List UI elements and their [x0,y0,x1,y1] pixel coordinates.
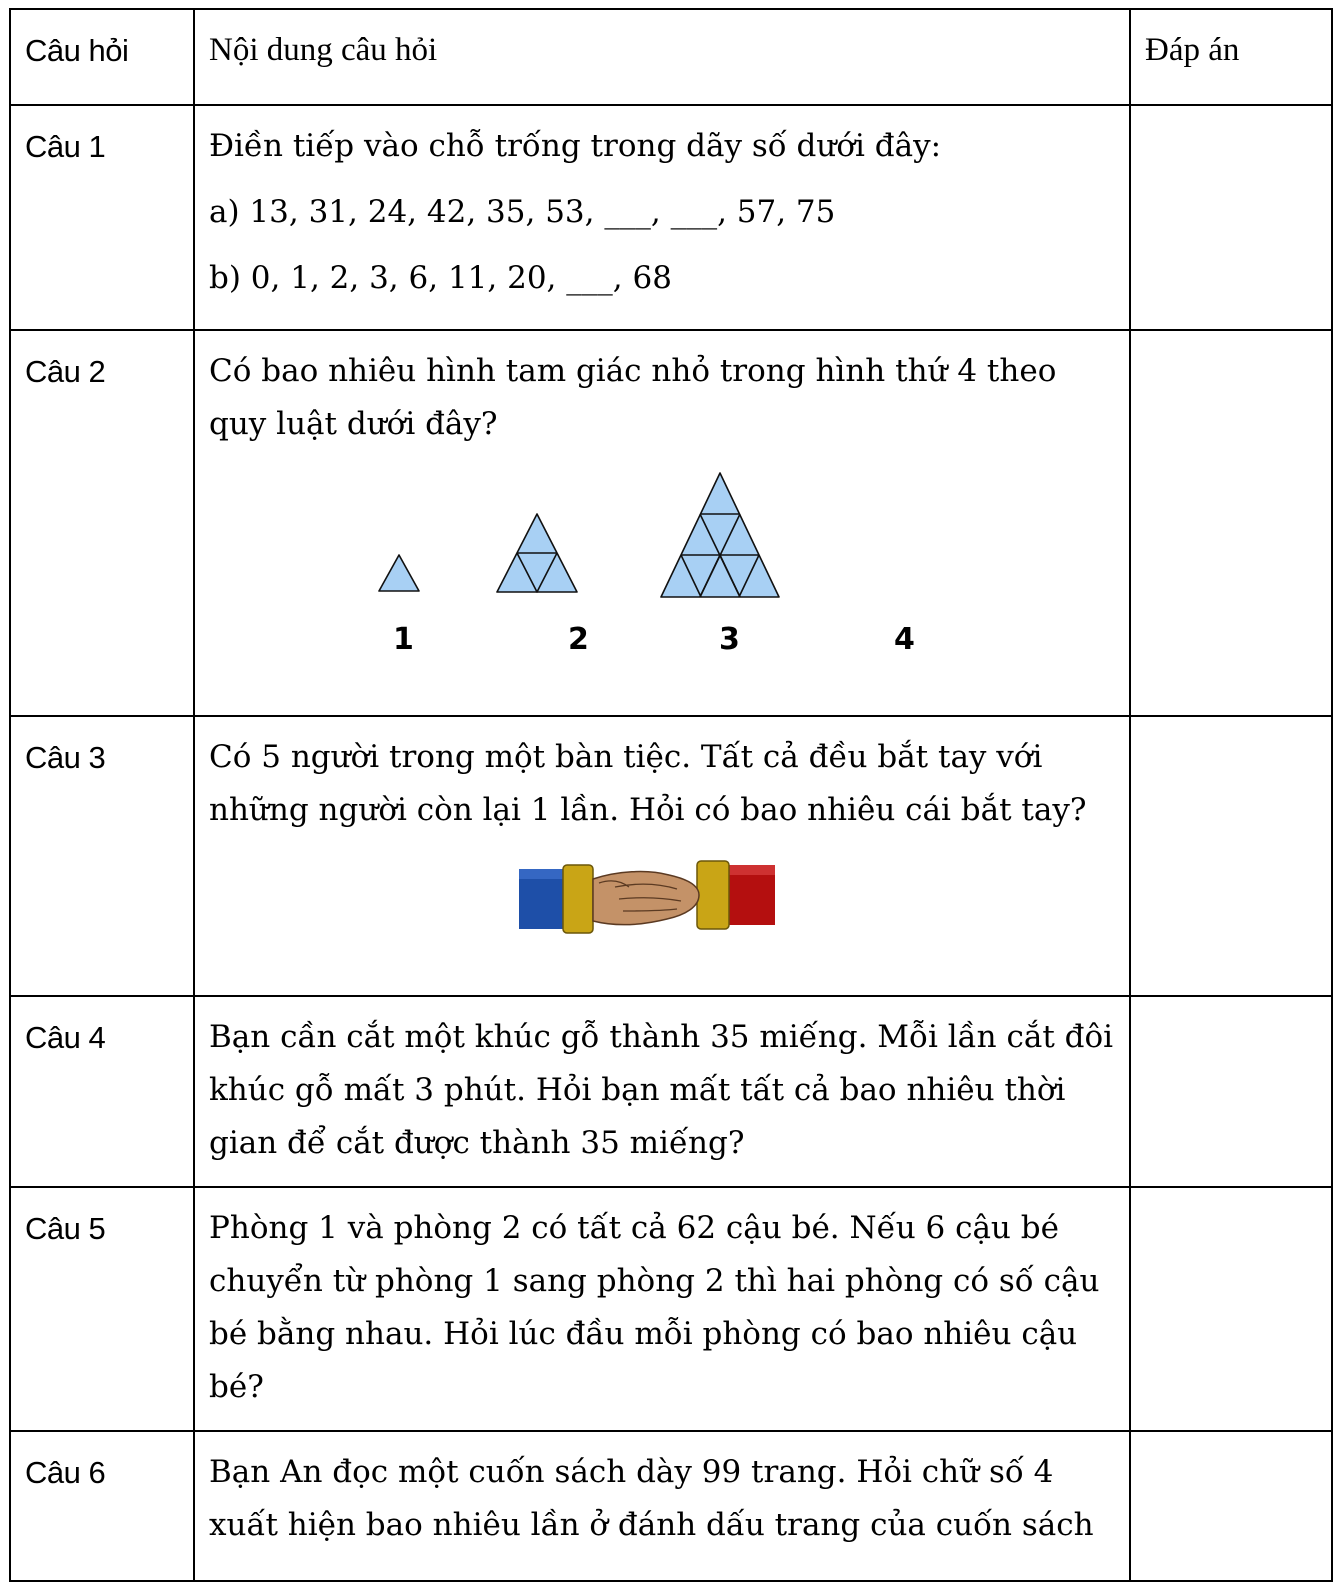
question-content [194,716,1130,996]
question-line: Điền tiếp vào chỗ trống trong dãy số dưới đây: [209,128,942,164]
question-label: Câu 2 [10,330,194,716]
question-text: Có 5 người trong một bàn tiệc. Tất cả đều bắt tay với những người còn lại 1 lần. Hỏi có bao nhiêu cái bắt tay? [209,739,1087,828]
question-table [9,8,1333,1582]
figure-label-4: 4 [894,622,915,657]
question-label: Câu 1 [10,105,194,330]
question-text: Phòng 1 và phòng 2 có tất cả 62 cậu bé. Nếu 6 cậu bé chuyển từ phòng 1 sang phòng 2 thì hai phòng có số cậu bé bằng nhau. Hỏi lúc đầu mỗi phòng có bao nhiêu cậu bé? [209,1210,1100,1405]
question-content [194,330,1130,716]
answer-cell[interactable] [1130,1187,1332,1431]
question-content [194,1431,1130,1581]
question-text: Bạn An đọc một cuốn sách dày 99 trang. Hỏi chữ số 4 xuất hiện bao nhiêu lần ở đánh dấu trang của cuốn sách [209,1454,1094,1543]
question-row-4 [10,996,1332,1187]
triangle-1 [379,555,419,591]
figure-label-2: 2 [568,622,589,657]
question-content [194,996,1130,1187]
handshake-figure [209,837,1117,977]
question-row-5 [10,1187,1332,1431]
triangle-3-outline [661,473,779,597]
question-text: Có bao nhiêu hình tam giác nhỏ trong hình thứ 4 theo quy luật dưới đây? [209,353,1057,442]
figure-label-1: 1 [393,622,414,657]
header-answer: Đáp án [1130,9,1332,105]
triangle-pattern-figure [209,451,1117,711]
question-content [194,1187,1130,1431]
question-line: b) 0, 1, 2, 3, 6, 11, 20, ___, 68 [209,260,672,296]
question-label: Câu 5 [10,1187,194,1431]
answer-cell[interactable] [1130,716,1332,996]
header-question: Câu hỏi [10,9,194,105]
answer-cell[interactable] [1130,1431,1332,1581]
answer-cell[interactable] [1130,996,1332,1187]
header-content: Nội dung câu hỏi [194,9,1130,105]
handshake-icon [517,857,777,939]
question-row-1 [10,105,1332,330]
question-label: Câu 3 [10,716,194,996]
question-line: a) 13, 31, 24, 42, 35, 53, ___, ___, 57, 75 [209,194,836,230]
question-row-3 [10,716,1332,996]
header-row [10,9,1332,105]
question-text: Bạn cần cắt một khúc gỗ thành 35 miếng. Mỗi lần cắt đôi khúc gỗ mất 3 phút. Hỏi bạn mất tất cả bao nhiêu thời gian để cắt được thành 35 miếng? [209,1019,1114,1161]
question-row-2 [10,330,1332,716]
figure-label-3: 3 [719,622,740,657]
triangle-pattern-graphic [209,451,1129,711]
answer-cell[interactable] [1130,105,1332,330]
question-row-6 [10,1431,1332,1581]
question-label: Câu 6 [10,1431,194,1581]
answer-cell[interactable] [1130,330,1332,716]
question-content [194,105,1130,330]
question-label: Câu 4 [10,996,194,1187]
